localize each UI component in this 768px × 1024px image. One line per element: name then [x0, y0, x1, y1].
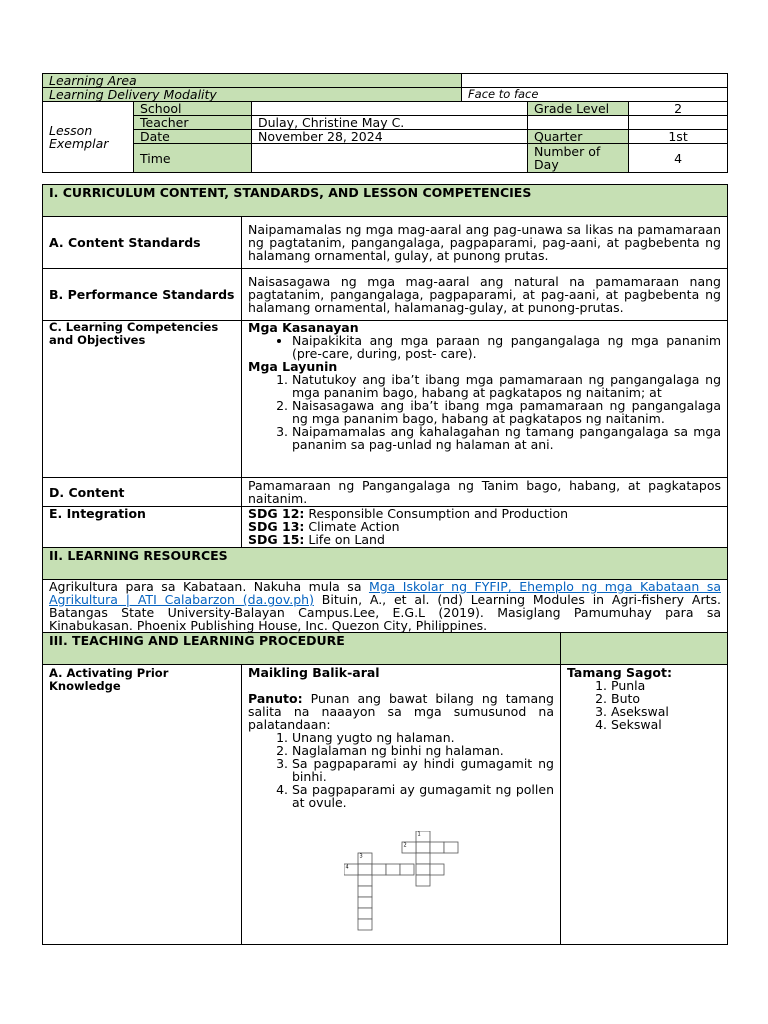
content-standards-label: A. Content Standards: [43, 217, 242, 269]
lesson-exemplar-label: Lesson Exemplar: [43, 102, 134, 173]
date-label: Date: [134, 130, 252, 144]
crossword-cell: [444, 842, 458, 853]
crossword-cell: [400, 864, 414, 875]
crossword-cell: [430, 864, 444, 875]
crossword-cell: [416, 842, 430, 853]
crossword-cell: [358, 908, 372, 919]
crossword-number: 2: [403, 842, 407, 849]
resources-text-after: Bituin, A., et al. (nd) Learning Modules in Agri-fishery Arts. Batangas State University-Balayan Campus.Lee, E.G.L (2019). Masiglang Pamumuhay para sa Kinabukasan. Phoenix Publishing House, Inc. Quezon City, Philippines.: [49, 592, 721, 633]
day-label: Number of Day: [528, 144, 629, 173]
sdg-code: SDG 13:: [248, 519, 305, 534]
sdg-text: Climate Action: [304, 519, 400, 534]
resources-cell: [43, 580, 728, 633]
crossword-cell: [358, 864, 372, 875]
content-standards-text: Naipamamalas ng mga mag-aaral ang pag-unawa sa likas na pamamaraan ng pagtatanim, pangangalaga, pagpaparami, pag-aani, at pagbebenta ng halamang ornamental, gulay, at punong prutas.: [242, 217, 728, 269]
school-value[interactable]: [252, 102, 528, 116]
list-item: 1. Punla: [611, 679, 721, 692]
quarter-value[interactable]: 1st: [629, 130, 728, 144]
panuto-text: Punan ang bawat bilang ng tamang salita na naaayon sa mga sumusunod na palatandaan:: [248, 691, 554, 732]
answers-cell: [561, 665, 728, 945]
crossword-cell: [416, 864, 430, 875]
sdg-15: [248, 533, 721, 546]
list-item: 1. Unang yugto ng halaman.: [292, 731, 554, 744]
crossword-cell: [416, 853, 430, 864]
crossword-cell: [358, 875, 372, 886]
modality-label: Learning Delivery Modality: [43, 88, 462, 102]
resources-link[interactable]: Mga Iskolar ng FYFIP, Ehemplo ng mga Kabataan sa Agrikultura | ATI Calabarzon (da.gov.ph): [49, 579, 721, 607]
kasanayan-title: Mga Kasanayan: [248, 320, 359, 335]
sdg-code: SDG 15:: [248, 532, 305, 547]
modality-value[interactable]: Face to face: [462, 88, 728, 102]
list-item: 3. Naipamamalas ang kahalagahan ng tamang pangangalaga sa mga pananim sa pag-unlad ng halaman at ani.: [292, 425, 721, 451]
section1-title: I. CURRICULUM CONTENT, STANDARDS, AND LESSON COMPETENCIES: [43, 185, 728, 217]
clues-list: [248, 731, 554, 809]
integration-cell: [242, 507, 728, 548]
crossword-cell: [358, 886, 372, 897]
content-text: Pamamaraan ng Pangangalaga ng Tanim bago, habang, at pagkatapos naitanim.: [242, 478, 728, 507]
activity-cell: [242, 665, 561, 945]
competencies-cell: [242, 321, 728, 478]
performance-standards-text: Naisasagawa ng mga mag-aaral ang natural na pamamaraan nang pagtatanim, pangangalaga, pagpaparami, at pag-aani, at pagbebenta ng halamang ornamental, halamanag-gulay, at punong-prutas.: [242, 269, 728, 321]
layunin-list: [248, 373, 721, 451]
sdg-text: Responsible Consumption and Production: [304, 506, 569, 521]
panuto-label: Panuto:: [248, 691, 303, 706]
school-label: School: [134, 102, 252, 116]
teacher-value[interactable]: Dulay, Christine May C.: [252, 116, 528, 130]
layunin-title: Mga Layunin: [248, 359, 338, 374]
list-item: 4. Sekswal: [611, 718, 721, 731]
list-item: 3. Sa pagpaparami ay hindi gumagamit ng binhi.: [292, 757, 554, 783]
sdg-code: SDG 12:: [248, 506, 305, 521]
section3-title-right: [561, 633, 728, 665]
grade-extra: [528, 116, 629, 130]
learning-area-label: Learning Area: [43, 74, 462, 88]
grade-value[interactable]: 2: [629, 102, 728, 116]
main-table: [42, 184, 728, 945]
crossword-cell: [372, 864, 386, 875]
list-item: • Naipakikita ang mga paraan ng pangangalaga ng mga pananim (pre-care, during, post- care).: [292, 334, 721, 360]
crossword-cell: [358, 897, 372, 908]
activity-title: Maikling Balik-aral: [248, 665, 380, 680]
resources-text-before: Agrikultura para sa Kabataan. Nakuha mula sa: [49, 579, 369, 594]
answers-list: [567, 679, 721, 731]
list-item: 1. Natutukoy ang iba’t ibang mga pamamaraan ng pangangalaga ng mga pananim bago, habang at pagkatapos ng naitanim; at: [292, 373, 721, 399]
list-item: 2. Buto: [611, 692, 721, 705]
time-label: Time: [134, 144, 252, 173]
day-value[interactable]: 4: [629, 144, 728, 173]
integration-label: E. Integration: [43, 507, 242, 548]
list-item: 4. Sa pagpaparami ay gumagamit ng pollen at ovule.: [292, 783, 554, 809]
sdg-text: Life on Land: [304, 532, 385, 547]
panuto: [248, 692, 554, 731]
crossword-number: 4: [345, 864, 349, 871]
activating-label: A. Activating Prior Knowledge: [43, 665, 242, 945]
learning-area-value[interactable]: [462, 74, 728, 88]
list-item: 2. Naglalaman ng binhi ng halaman.: [292, 744, 554, 757]
teacher-label: Teacher: [134, 116, 252, 130]
crossword-number: 1: [417, 831, 421, 838]
answers-title: Tamang Sagot:: [567, 665, 672, 680]
crossword-puzzle[interactable]: [344, 831, 474, 933]
crossword-cell: [386, 864, 400, 875]
crossword-number: 3: [359, 853, 363, 860]
grade-label: Grade Level: [528, 102, 629, 116]
section2-title: II. LEARNING RESOURCES: [43, 548, 728, 580]
grade-extra-value: [629, 116, 728, 130]
crossword-cell: [430, 842, 444, 853]
header-table: [42, 73, 728, 173]
section3-title: III. TEACHING AND LEARNING PROCEDURE: [43, 633, 561, 665]
list-item: 2. Naisasagawa ang iba’t ibang mga pamamaraan ng pangangalaga ng mga pananim bago, habang at pagkatapos ng naitanim.: [292, 399, 721, 425]
list-item: 3. Asekswal: [611, 705, 721, 718]
kasanayan-list: [248, 334, 721, 360]
date-value[interactable]: November 28, 2024: [252, 130, 528, 144]
quarter-label: Quarter: [528, 130, 629, 144]
crossword-cell: [358, 919, 372, 930]
content-label: D. Content: [43, 478, 242, 507]
crossword-cell: [416, 875, 430, 886]
performance-standards-label: B. Performance Standards: [43, 269, 242, 321]
time-value[interactable]: [252, 144, 528, 173]
competencies-label: C. Learning Competencies and Objectives: [43, 321, 242, 478]
